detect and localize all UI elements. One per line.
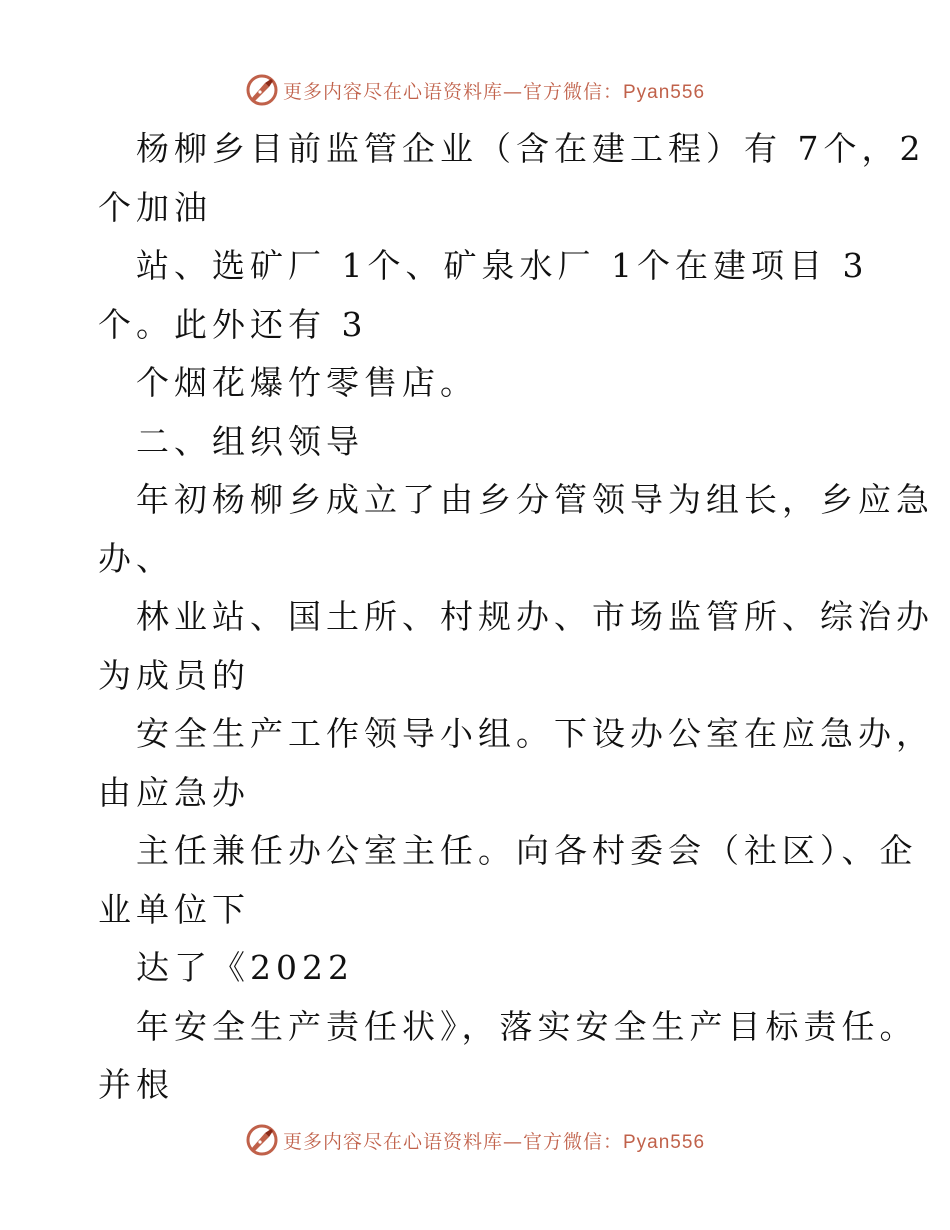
- text-line: 林业站、国土所、村规办、市场监管所、综治办: [136, 597, 934, 636]
- text-line: 二、组织领导: [136, 421, 364, 461]
- watermark-wechat-id: Pyan556: [623, 81, 706, 103]
- watermark-text: [283, 77, 705, 104]
- document-body: [98, 120, 934, 1115]
- watermark-text: [283, 1127, 705, 1154]
- text-line: 由应急办: [98, 772, 250, 812]
- text-line: 安全生产工作领导小组。下设办公室在应急办，: [136, 714, 934, 753]
- pen-nib-seal-logo-icon: [245, 1123, 279, 1157]
- text-line: 达了《2022: [136, 948, 354, 987]
- footer-watermark: [0, 1120, 950, 1160]
- header-watermark: [0, 70, 950, 110]
- watermark-site-text: 更多内容尽在心语资料库—官方微信：: [282, 80, 623, 103]
- text-line: 个加油: [98, 187, 212, 227]
- text-line: 主任兼任办公室主任。向各村委会（社区）、企: [136, 831, 918, 870]
- watermark-site-text: 更多内容尽在心语资料库—官方微信：: [282, 1130, 623, 1153]
- text-line: 年安全生产责任状》，落实安全生产目标责任。: [136, 1006, 918, 1046]
- text-line: 个烟花爆竹零售店。: [136, 363, 478, 402]
- text-line: 个。此外还有 3: [98, 304, 368, 344]
- pen-nib-seal-logo-icon: [245, 73, 279, 107]
- text-line: 并根: [98, 1065, 174, 1104]
- text-line: 年初杨柳乡成立了由乡分管领导为组长，乡应急: [136, 480, 934, 519]
- text-line: 业单位下: [98, 889, 250, 929]
- text-line: 站、选矿厂 1个、矿泉水厂 1个在建项目 3: [136, 246, 869, 285]
- text-line: 办、: [98, 538, 174, 578]
- text-line: 为成员的: [98, 655, 250, 695]
- watermark-wechat-id: Pyan556: [623, 1131, 706, 1153]
- text-line: 杨柳乡目前监管企业（含在建工程）有 7个，2: [136, 129, 926, 168]
